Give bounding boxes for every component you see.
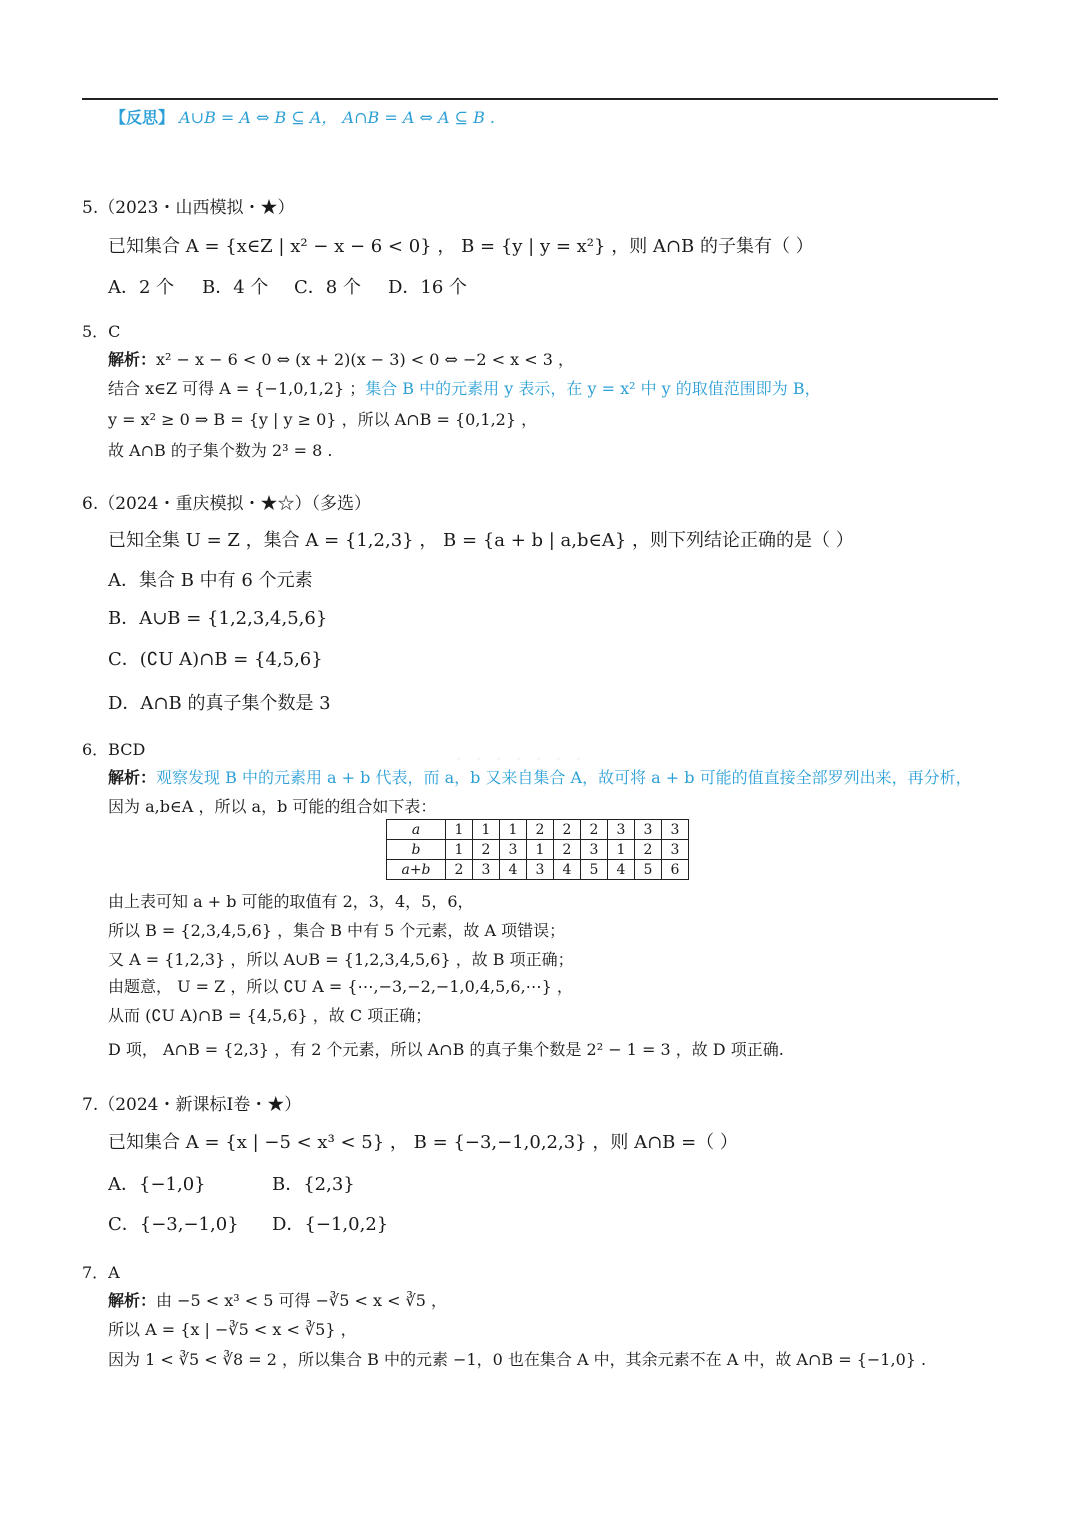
q6-analysis-line-4: 所以 B = {2,3,4,5,6} ，集合 B 中有 5 个元素，故 A 项错误； — [108, 921, 566, 940]
table-cell: 4 — [554, 860, 581, 880]
q6-analysis-line-1 — [108, 768, 972, 787]
table-cell: 5 — [635, 860, 662, 880]
q7-answer: 7．A — [82, 1263, 120, 1282]
q5-analysis-text-1: x² − x − 6 < 0 ⇔ (x + 2)(x − 3) < 0 ⇔ −2 < x < 3 ， — [156, 350, 575, 369]
table-row-head: b — [387, 840, 446, 860]
q7-analysis-label: 解析： — [108, 1291, 157, 1310]
q6-stem: 已知全集 U = Z ，集合 A = {1,2,3} ， B = {a + b | a,b∈A} ，则下列结论正确的是（ ） — [108, 530, 854, 551]
table-cell: 6 — [662, 860, 689, 880]
q6-option-b: B．A∪B = {1,2,3,4,5,6} — [108, 608, 328, 629]
q6-option-c: C．(∁U A)∩B = {4,5,6} — [108, 649, 323, 670]
q6-analysis-line-8: D 项， A∩B = {2,3} ，有 2 个元素，所以 A∩B 的真子集个数是 2² − 1 = 3 ，故 D 项正确. — [108, 1040, 784, 1059]
q6-header: 6.（2024・重庆模拟・★☆）（多选） — [82, 494, 371, 514]
table-cell: 2 — [581, 820, 608, 840]
table-cell: 3 — [527, 860, 554, 880]
q5-answer: 5．C — [82, 322, 121, 341]
table-cell: 2 — [635, 840, 662, 860]
table-cell: 2 — [473, 840, 500, 860]
q6-answer: 6．BCD — [82, 740, 146, 759]
q7-analysis-text-1: 由 −5 < x³ < 5 可得 −∛5 < x < ∛5 ， — [156, 1291, 448, 1310]
q7-stem: 已知集合 A = {x | −5 < x³ < 5} ， B = {−3,−1,0,2,3} ，则 A∩B =（ ） — [108, 1132, 738, 1153]
table-cell: 3 — [662, 820, 689, 840]
q6-combination-table — [386, 819, 689, 880]
q6-analysis-line-5: 又 A = {1,2,3} ，所以 A∪B = {1,2,3,4,5,6} ，故 B 项正确； — [108, 950, 574, 969]
table-cell: 3 — [500, 840, 527, 860]
table-cell: 3 — [473, 860, 500, 880]
q6-analysis-line-6: 由题意， U = Z ，所以 ∁U A = {⋯,−3,−2,−1,0,4,5,6,⋯} ， — [108, 977, 573, 996]
q5-analysis-label: 解析： — [108, 350, 157, 369]
q7-analysis-line-3: 因为 1 < ∛5 < ∛8 = 2 ，所以集合 B 中的元素 −1，0 也在集合 A 中，其余元素不在 A 中，故 A∩B = {−1,0} . — [108, 1350, 927, 1369]
table-cell: 2 — [446, 860, 473, 880]
q6-analysis-note: 观察发现 B 中的元素用 a + b 代表，而 a，b 又来自集合 A，故可将 a + b 可能的值直接全部罗列出来，再分析， — [156, 768, 972, 787]
table-row — [387, 860, 689, 880]
reflection-text: A∪B = A ⇔ B ⊆ A， A∩B = A ⇔ A ⊆ B . — [179, 108, 496, 127]
table-cell: 1 — [608, 840, 635, 860]
q6-option-a: A．集合 B 中有 6 个元素 — [108, 570, 313, 591]
header-rule — [82, 98, 998, 100]
q5-option-d: D．16 个 — [388, 277, 468, 298]
q5-analysis-line-3: y = x² ≥ 0 ⇒ B = {y | y ≥ 0} ，所以 A∩B = {0,1,2} ， — [108, 410, 538, 429]
table-cell: 3 — [608, 820, 635, 840]
table-row-head: a+b — [387, 860, 446, 880]
table-cell: 1 — [527, 840, 554, 860]
q7-option-b: B．{2,3} — [272, 1174, 355, 1195]
reflection — [110, 108, 495, 127]
table-row — [387, 820, 689, 840]
q5-analysis-line-1 — [108, 350, 574, 369]
q5-analysis-note: 集合 B 中的元素用 y 表示，在 y = x² 中 y 的取值范围即为 B， — [365, 379, 821, 398]
table-cell: 1 — [446, 820, 473, 840]
table-cell: 4 — [608, 860, 635, 880]
q7-analysis-line-2: 所以 A = {x | −∛5 < x < ∛5} ， — [108, 1320, 357, 1339]
table-cell: 2 — [554, 820, 581, 840]
table-cell: 3 — [662, 840, 689, 860]
table-cell: 2 — [554, 840, 581, 860]
q7-option-d: D．{−1,0,2} — [272, 1214, 389, 1235]
q5-analysis-line-2 — [108, 379, 821, 398]
table-cell: 1 — [446, 840, 473, 860]
table-cell: 4 — [500, 860, 527, 880]
q5-analysis-line-4: 故 A∩B 的子集个数为 2³ = 8 . — [108, 441, 333, 460]
table-cell: 5 — [581, 860, 608, 880]
table-cell: 3 — [581, 840, 608, 860]
q7-analysis-line-1 — [108, 1291, 447, 1310]
reflection-tag: 【反思】 — [110, 108, 175, 127]
q6-analysis-line-7: 从而 (∁U A)∩B = {4,5,6} ，故 C 项正确； — [108, 1006, 432, 1025]
q5-option-c: C．8 个 — [294, 277, 361, 298]
q5-header: 5.（2023・山西模拟・★） — [82, 198, 295, 218]
q5-option-a: A．2 个 — [108, 277, 175, 298]
q6-analysis-line-3: 由上表可知 a + b 可能的取值有 2，3，4，5，6， — [108, 892, 474, 911]
q5-analysis-text-2: 结合 x∈Z 可得 A = {−1,0,1,2} ； — [108, 379, 366, 398]
q7-header: 7.（2024・新课标Ⅰ卷・★） — [82, 1095, 302, 1115]
table-row-head: a — [387, 820, 446, 840]
table-row — [387, 840, 689, 860]
q5-option-b: B．4 个 — [202, 277, 269, 298]
q6-option-d: D．A∩B 的真子集个数是 3 — [108, 693, 331, 714]
q6-analysis-line-2: 因为 a,b∈A ，所以 a，b 可能的组合如下表： — [108, 797, 437, 816]
q7-option-c: C．{−3,−1,0} — [108, 1214, 239, 1235]
table-cell: 1 — [500, 820, 527, 840]
q7-option-a: A．{−1,0} — [108, 1174, 206, 1195]
table-cell: 3 — [635, 820, 662, 840]
table-cell: 2 — [527, 820, 554, 840]
q6-analysis-label: 解析： — [108, 768, 157, 787]
q5-stem: 已知集合 A = {x∈Z | x² − x − 6 < 0} ， B = {y | y = x²} ，则 A∩B 的子集有（ ） — [108, 236, 814, 257]
table-cell: 1 — [473, 820, 500, 840]
